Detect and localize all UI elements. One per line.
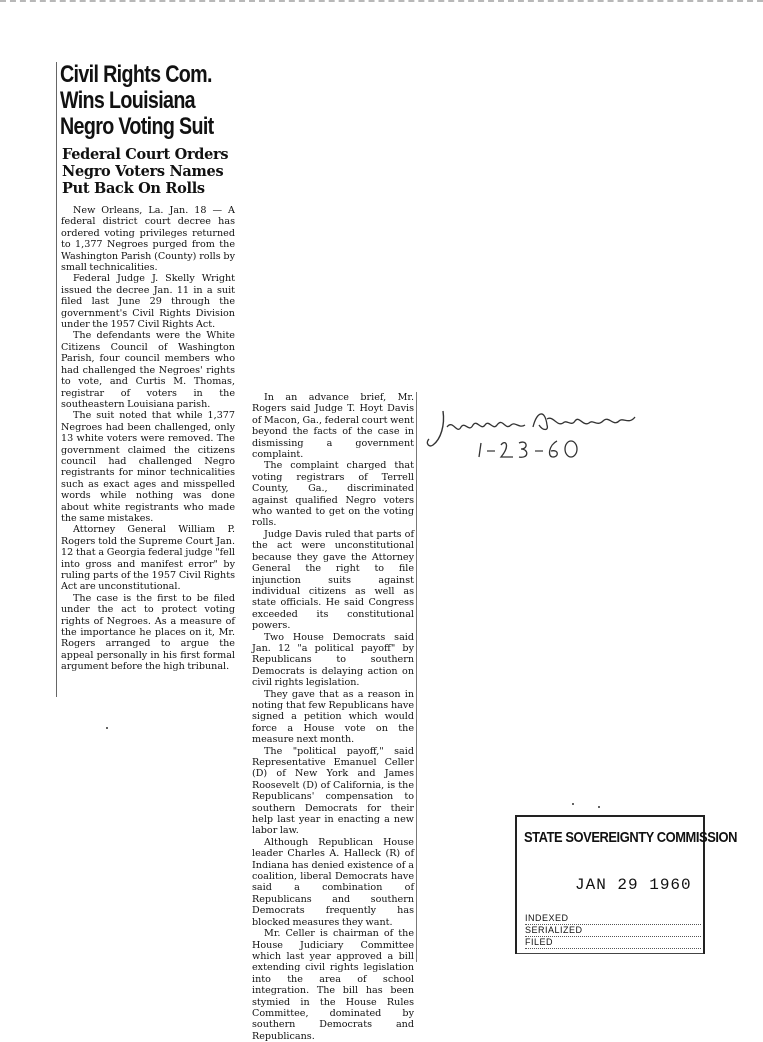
handwritten-note-graphic <box>425 405 655 465</box>
page-edge <box>0 0 763 2</box>
clipping-column-left <box>56 62 237 697</box>
stamp-field-filed: FILED <box>525 937 701 949</box>
article-paragraph: The case is the first to be filed under the act to protect voting rights of Negroes. As a measure of the importance he places on it, Mr. Rogers arranged to argue the appeal personally in his first formal argument before the high tribunal. <box>61 592 235 673</box>
article-paragraph: Mr. Celler is chairman of the House Judiciary Committee which last year approved a bill extending civil rights legislation into the area of school integration. The bill has been stymied in the House Rules Committee, dominated by southern Democrats and Republicans. <box>252 928 414 1042</box>
stamp-field-serialized: SERIALIZED <box>525 925 701 937</box>
stamp-date: JAN 29 1960 <box>575 876 692 894</box>
speck <box>106 727 108 729</box>
clipping-column-right <box>236 392 417 1042</box>
article-paragraph: New Orleans, La. Jan. 18 — A federal district court decree has ordered voting privileges returned to 1,377 Negroes purged from the Washington Parish (County) rolls by small technicalities. <box>61 205 235 274</box>
stamp-field-indexed: INDEXED <box>525 913 701 925</box>
stamp-title: STATE SOVEREIGNTY COMMISSION <box>524 829 738 846</box>
article-paragraph: The complaint charged that voting registrars of Terrell County, Ga., discriminated against qualified Negro voters who wanted to get on the voting rolls. <box>252 460 414 529</box>
speck <box>598 806 600 808</box>
article-paragraph: Judge Davis ruled that parts of the act were unconstitutional because they gave the Attorney General the right to file injunction suits against individual citizens as well as state officials. He said Congress exceeded its constitutional powers. <box>252 528 414 632</box>
stamp-bottom-rule <box>517 953 703 954</box>
article-paragraph: Although Republican House leader Charles A. Halleck (R) of Indiana has denied existence of a coalition, liberal Democrats have said a combination of Republicans and southern Democrats frequently has blocked measures they want. <box>252 836 414 928</box>
article-paragraph: The suit noted that while 1,377 Negroes had been challenged, only 13 white voters were removed. The government claimed the citizens council had challenged Negro registrants for minor technicalities such as exact ages and misspelled words while nothing was done about white registrants who made the same mistakes. <box>61 410 235 524</box>
article-paragraph: They gave that as a reason in noting that few Republicans have signed a petition which would force a House vote on the measure next month. <box>252 688 414 746</box>
article-paragraph: Federal Judge J. Skelly Wright issued the decree Jan. 11 in a suit filed last June 29 through the government's Civil Rights Division under the 1957 Civil Rights Act. <box>61 273 235 331</box>
speck <box>572 803 574 805</box>
article-paragraph: The defendants were the White Citizens Council of Washington Parish, four council members who had challenged the Negroes' rights to vote, and Curtis M. Thomas, registrar of voters in the southeastern Louisiana parish. <box>61 330 235 410</box>
handwritten-note <box>425 405 655 465</box>
article-paragraph: Two House Democrats said Jan. 12 "a political payoff" by Republicans to southern Democrats is delaying action on civil rights legislation. <box>252 631 414 689</box>
article-paragraph: The "political payoff," said Representative Emanuel Celler (D) of New York and James Roosevelt (D) of California, is the Republicans' compensation to southern Democrats for their help last year in enacting a new labor law. <box>252 745 414 837</box>
stamp-fields <box>525 913 701 949</box>
subheadline: Federal Court Orders Negro Voters Names Put Back On Rolls <box>62 146 229 197</box>
article-paragraph: Attorney General William P. Rogers told the Supreme Court Jan. 12 that a Georgia federal judge "fell into gross and manifest error" by ruling parts of the 1957 Civil Rights Act are unconstitutional. <box>61 524 235 593</box>
state-sovereignty-commission-stamp <box>515 815 738 954</box>
article-paragraph: In an advance brief, Mr. Rogers said Judge T. Hoyt Davis of Macon, Ga., federal court went beyond the facts of the case in dismissing a government complaint. <box>252 392 414 461</box>
headline: Civil Rights Com. Wins Louisiana Negro Voting Suit <box>60 61 214 140</box>
